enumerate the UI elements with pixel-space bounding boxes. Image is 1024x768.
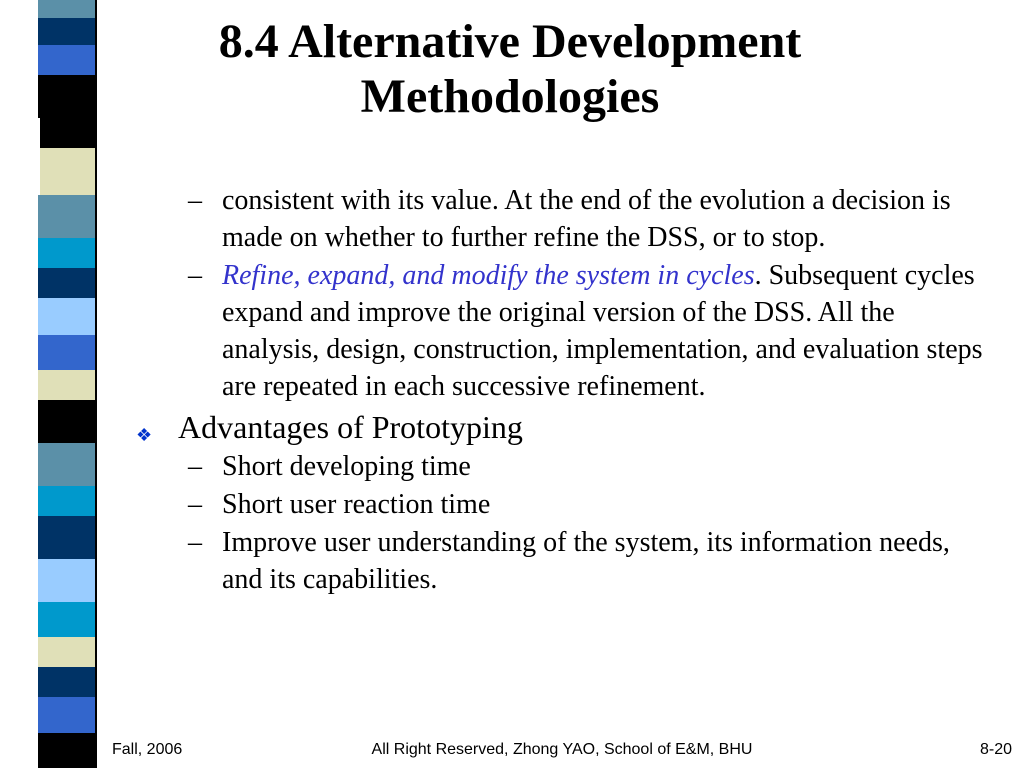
stripe-block (38, 298, 97, 335)
sub-bullet-text: Short developing time (222, 451, 471, 482)
stripe-block (38, 75, 97, 118)
diamond-bullet-icon: ❖ (136, 425, 153, 445)
sub-bullet-short-developing (130, 448, 990, 485)
emphasis-text: Refine, expand, and modify the system in cycles (222, 260, 755, 291)
stripe-block (38, 195, 97, 238)
stripe-block (38, 697, 97, 733)
sub-bullet-consistent (130, 182, 990, 256)
sub-bullet-refine (130, 257, 990, 405)
stripe-block (38, 45, 97, 75)
stripe-block (38, 370, 97, 400)
stripe-block (38, 18, 97, 45)
slide-title: 8.4 Alternative Development Methodologies (218, 15, 802, 123)
stripe-block (38, 0, 97, 18)
decorative-stripe-bar (0, 0, 97, 768)
bullet-text: Advantages of Prototyping (178, 409, 523, 445)
bullet-advantages (130, 406, 990, 448)
dash-marker: – (188, 185, 202, 216)
slide-content (130, 182, 990, 599)
dash-marker: – (188, 527, 202, 558)
stripe-block (38, 335, 97, 370)
stripe-block (38, 238, 97, 268)
slide-footer (112, 741, 1012, 763)
stripe-block (40, 118, 97, 148)
sub-bullet-short-reaction (130, 486, 990, 523)
dash-marker: – (188, 451, 202, 482)
stripe-block (38, 733, 97, 768)
stripe-block (38, 443, 97, 486)
sub-bullet-text: consistent with its value. At the end of the evolution a decision is made on whether to further refine the DSS, or to stop. (222, 185, 951, 253)
stripe-block (40, 148, 97, 195)
stripe-block (38, 516, 97, 559)
dash-marker: – (188, 260, 202, 291)
stripe-block (38, 637, 97, 667)
dash-marker: – (188, 489, 202, 520)
sub-bullet-text: Short user reaction time (222, 489, 491, 520)
stripe-block (38, 268, 97, 298)
sub-bullet-text: . Subsequent cycles expand and improve the original version of the DSS. All the analysis, design, construction, implementation, and evaluation steps are repeated in each successive refinement. (222, 260, 983, 402)
stripe-block (38, 602, 97, 637)
footer-copyright: All Right Reserved, Zhong YAO, School of E&M, BHU (371, 741, 753, 758)
footer-slide-number: 8-20 (979, 741, 1012, 758)
footer-date: Fall, 2006 (112, 741, 183, 758)
stripe-block (38, 667, 97, 697)
stripe-block (38, 400, 97, 443)
sub-bullet-text: Improve user understanding of the system, its information needs, and its capabilities. (222, 527, 950, 595)
stripe-block (38, 486, 97, 516)
stripe-block (38, 559, 97, 602)
sub-bullet-improve-understanding (130, 524, 990, 598)
